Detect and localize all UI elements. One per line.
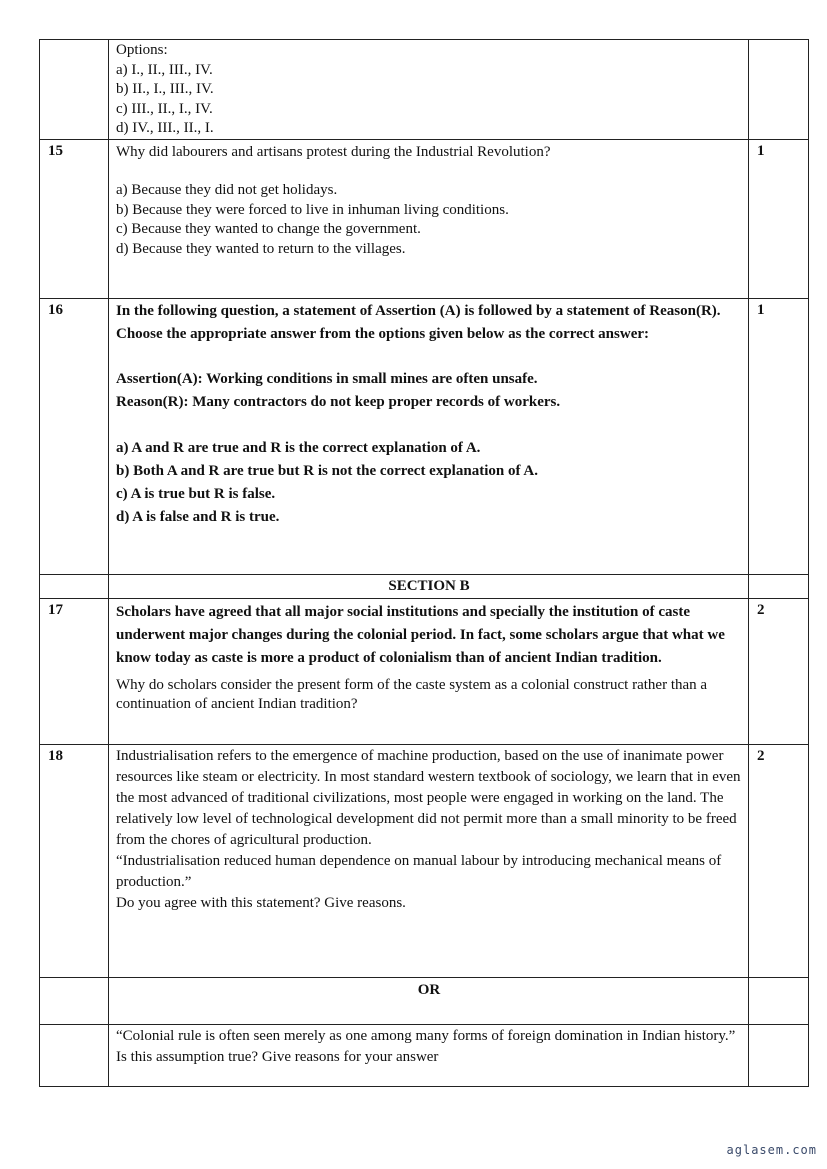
assertion-text: Assertion(A): Working conditions in small mines are often unsafe.: [116, 370, 538, 387]
question-number: 17: [40, 598, 109, 744]
question-number-cell: [40, 40, 109, 140]
option-c: c) III., II., I., IV.: [116, 100, 213, 117]
question-row-15: [40, 139, 809, 298]
question-content-cell: [109, 40, 749, 140]
question-marks: 2: [749, 744, 809, 977]
marks-cell: [749, 574, 809, 598]
reason-text: Reason(R): Many contractors do not keep proper records of workers.: [116, 393, 561, 410]
question-marks: 2: [749, 598, 809, 744]
option-d: d) IV., III., II., I.: [116, 120, 214, 136]
section-header-row: [40, 574, 809, 598]
options-title: Options:: [116, 42, 168, 58]
question-table: [39, 39, 809, 1087]
question-content-cell: [109, 598, 749, 744]
question-row-17: [40, 598, 809, 744]
or-row: [40, 977, 809, 1024]
marks-cell: [749, 40, 809, 140]
watermark: aglasem.com: [726, 1143, 817, 1157]
question-row-14-options: [40, 40, 809, 140]
question-number-cell: [40, 574, 109, 598]
section-title: SECTION B: [109, 574, 749, 598]
question-text: Do you agree with this statement? Give reasons.: [116, 894, 406, 911]
question-text: Is this assumption true? Give reasons for your answer: [116, 1048, 439, 1065]
question-passage: Scholars have agreed that all major social institutions and specially the institution of caste underwent major changes during the colonial period. In fact, some scholars argue that what we know today as caste is more a product of colonialism than of ancient Indian tradition.: [116, 603, 725, 666]
or-label: OR: [109, 977, 749, 1024]
marks-cell: [749, 1024, 809, 1086]
question-content-cell: [109, 298, 749, 574]
question-content-cell: [109, 1024, 749, 1086]
question-marks: 1: [749, 298, 809, 574]
question-number: 15: [40, 139, 109, 298]
option-a: a) Because they did not get holidays.: [116, 182, 338, 198]
option-b: b) Both A and R are true but R is not the correct explanation of A.: [116, 462, 538, 479]
option-c: c) A is true but R is false.: [116, 485, 276, 502]
question-text: Why did labourers and artisans protest during the Industrial Revolution?: [116, 143, 551, 160]
question-passage: Industrialisation refers to the emergence of machine production, based on the use of inanimate power resources like steam or electricity. In most standard western textbook of sociology, we learn that in even the most advanced of traditional civilizations, most people were engaged in working on the land. The relatively low level of technological development did not permit more than a small minority to be freed from the chores of agricultural production.: [116, 747, 741, 848]
question-number-cell: [40, 1024, 109, 1086]
option-d: d) A is false and R is true.: [116, 508, 280, 525]
question-text: Why do scholars consider the present form of the caste system as a colonial construct rather than a continuation of ancient Indian tradition?: [116, 676, 708, 712]
question-quote: “Industrialisation reduced human dependence on manual labour by introducing mechanical means of production.”: [116, 852, 722, 890]
question-row-18-alternative: [40, 1024, 809, 1086]
question-number: 16: [40, 298, 109, 574]
question-row-16: [40, 298, 809, 574]
option-a: a) A and R are true and R is the correct explanation of A.: [116, 439, 481, 456]
option-c: c) Because they wanted to change the government.: [116, 221, 421, 237]
question-number-cell: [40, 977, 109, 1024]
question-marks: 1: [749, 139, 809, 298]
question-content-cell: [109, 744, 749, 977]
question-row-18: [40, 744, 809, 977]
question-number: 18: [40, 744, 109, 977]
marks-cell: [749, 977, 809, 1024]
assertion-reason-intro: In the following question, a statement of Assertion (A) is followed by a statement of Reason(R). Choose the appropriate answer from the options given below as the correct answer:: [116, 302, 721, 342]
question-content-cell: [109, 139, 749, 298]
option-a: a) I., II., III., IV.: [116, 61, 213, 78]
option-d: d) Because they wanted to return to the villages.: [116, 240, 406, 257]
option-b: b) Because they were forced to live in inhuman living conditions.: [116, 201, 509, 218]
question-quote: “Colonial rule is often seen merely as one among many forms of foreign domination in Indian history.”: [116, 1027, 736, 1044]
option-b: b) II., I., III., IV.: [116, 81, 214, 97]
